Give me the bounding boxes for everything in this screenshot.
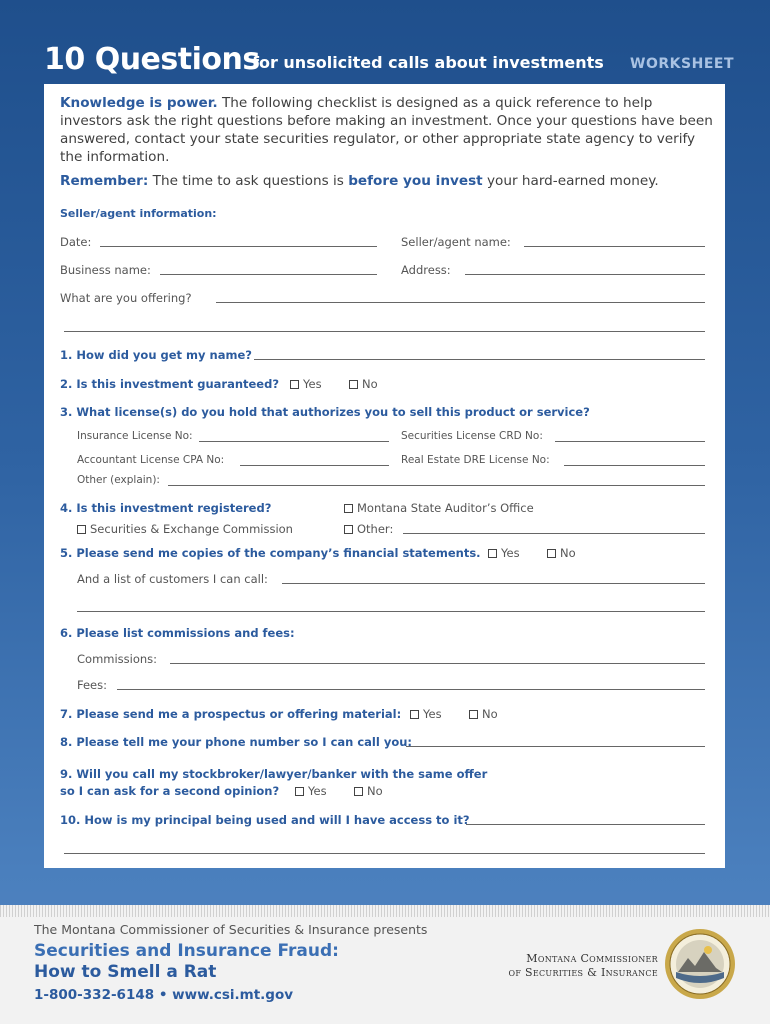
q4-other-field[interactable] (403, 533, 705, 534)
q2-no[interactable] (349, 377, 378, 391)
q2-no-label: No (362, 377, 378, 391)
q9-no-label: No (367, 784, 383, 798)
q7-yes-label: Yes (423, 707, 442, 721)
q5-yes-label: Yes (501, 546, 520, 560)
checkbox-icon[interactable] (410, 710, 419, 719)
insurance-license-label: Insurance License No: (77, 430, 193, 442)
q9-yes-label: Yes (308, 784, 327, 798)
seller-heading: Seller/agent information: (60, 207, 217, 220)
footer-contact[interactable]: 1-800-332-6148 • www.csi.mt.gov (34, 987, 294, 1003)
commissions-label: Commissions: (77, 652, 158, 666)
q1-field[interactable] (254, 359, 705, 360)
q7-no[interactable] (469, 707, 498, 721)
footer-title-line1: Securities and Insurance Fraud: (34, 941, 339, 961)
worksheet-card (44, 84, 725, 868)
remember-text1: The time to ask questions is (148, 173, 349, 189)
dre-license-label: Real Estate DRE License No: (401, 454, 550, 466)
question-5: 5. Please send me copies of the company’s financial statements. (60, 546, 481, 560)
q4-option-montana[interactable] (344, 501, 534, 515)
other-license-field[interactable] (168, 485, 705, 486)
commissions-field[interactable] (170, 663, 705, 664)
q2-yes-label: Yes (303, 377, 322, 391)
agent-name-label: Seller/agent name: (401, 235, 511, 249)
q7-yes[interactable] (410, 707, 442, 721)
checkbox-icon[interactable] (349, 380, 358, 389)
q4-option-other-label: Other: (357, 522, 394, 536)
crd-license-label: Securities License CRD No: (401, 430, 543, 442)
intro-text: The following checklist is designed as a quick reference to help investors ask the right questions before making an investment. Once your questions have been answered, contact your state securities regulator, or other appropriate state agency to verify the information. (60, 95, 713, 165)
q4-option-other[interactable] (344, 522, 393, 536)
q5-no[interactable] (547, 546, 576, 560)
checkbox-icon[interactable] (469, 710, 478, 719)
footer-org-line1: Montana Commissioner (526, 952, 658, 965)
fees-label: Fees: (77, 678, 108, 692)
cpa-license-field[interactable] (240, 465, 389, 466)
remember-lead: Remember: (60, 173, 149, 189)
question-9-line2: so I can ask for a second opinion? (60, 784, 280, 798)
remember-text2: your hard-earned money. (482, 173, 659, 189)
remember-emphasis: before you invest (348, 173, 483, 189)
worksheet-tag: WORKSHEET (630, 56, 734, 72)
cpa-license-label: Accountant License CPA No: (77, 454, 225, 466)
date-field[interactable] (100, 246, 377, 247)
checkbox-icon[interactable] (354, 787, 363, 796)
question-10: 10. How is my principal being used and will I have access to it? (60, 813, 470, 827)
agent-name-field[interactable] (524, 246, 705, 247)
q2-yes[interactable] (290, 377, 322, 391)
customer-list-label: And a list of customers I can call: (77, 572, 268, 586)
dre-license-field[interactable] (564, 465, 705, 466)
address-field[interactable] (465, 274, 705, 275)
fees-field[interactable] (117, 689, 705, 690)
question-6: 6. Please list commissions and fees: (60, 626, 295, 640)
header (44, 42, 734, 78)
q9-no[interactable] (354, 784, 383, 798)
business-name-label: Business name: (60, 263, 151, 277)
q4-option-sec-label: Securities & Exchange Commission (90, 522, 293, 536)
footer-presents: The Montana Commissioner of Securities & Insurance presents (34, 922, 428, 937)
q9-yes[interactable] (295, 784, 327, 798)
checkbox-icon[interactable] (344, 504, 353, 513)
q8-field[interactable] (406, 746, 705, 747)
question-8: 8. Please tell me your phone number so I can call you: (60, 735, 413, 749)
offering-field[interactable] (216, 302, 705, 303)
remember-line (60, 173, 659, 189)
intro-paragraph (60, 94, 715, 166)
question-4: 4. Is this investment registered? (60, 501, 272, 515)
footer-title-line2: How to Smell a Rat (34, 962, 217, 982)
checkbox-icon[interactable] (547, 549, 556, 558)
offering-label: What are you offering? (60, 291, 192, 305)
customer-list-field-2[interactable] (77, 611, 705, 612)
crd-license-field[interactable] (555, 441, 705, 442)
page-title: 10 Questions (44, 42, 260, 77)
q4-option-sec[interactable] (77, 522, 293, 536)
q5-yes[interactable] (488, 546, 520, 560)
question-7: 7. Please send me a prospectus or offering material: (60, 707, 402, 721)
other-license-label: Other (explain): (77, 474, 160, 486)
q10-field[interactable] (466, 824, 705, 825)
checkbox-icon[interactable] (488, 549, 497, 558)
checkbox-icon[interactable] (290, 380, 299, 389)
customer-list-field[interactable] (282, 583, 705, 584)
checkbox-icon[interactable] (77, 525, 86, 534)
address-label: Address: (401, 263, 451, 277)
date-label: Date: (60, 235, 92, 249)
state-seal-icon (664, 928, 736, 1000)
q5-no-label: No (560, 546, 576, 560)
question-1: 1. How did you get my name? (60, 348, 252, 362)
q10-field-2[interactable] (64, 853, 705, 854)
page-subtitle: for unsolicited calls about investments (252, 53, 604, 72)
question-9-line1: 9. Will you call my stockbroker/lawyer/banker with the same offer (60, 767, 488, 781)
footer-stripe (0, 905, 770, 917)
q7-no-label: No (482, 707, 498, 721)
intro-lead: Knowledge is power. (60, 95, 218, 111)
insurance-license-field[interactable] (199, 441, 389, 442)
question-3: 3. What license(s) do you hold that authorizes you to sell this product or service? (60, 405, 590, 419)
q4-option-montana-label: Montana State Auditor’s Office (357, 501, 534, 515)
offering-field-2[interactable] (64, 331, 705, 332)
business-name-field[interactable] (160, 274, 377, 275)
checkbox-icon[interactable] (344, 525, 353, 534)
footer-org-line2: of Securities & Insurance (508, 966, 658, 979)
question-2: 2. Is this investment guaranteed? (60, 377, 280, 391)
checkbox-icon[interactable] (295, 787, 304, 796)
